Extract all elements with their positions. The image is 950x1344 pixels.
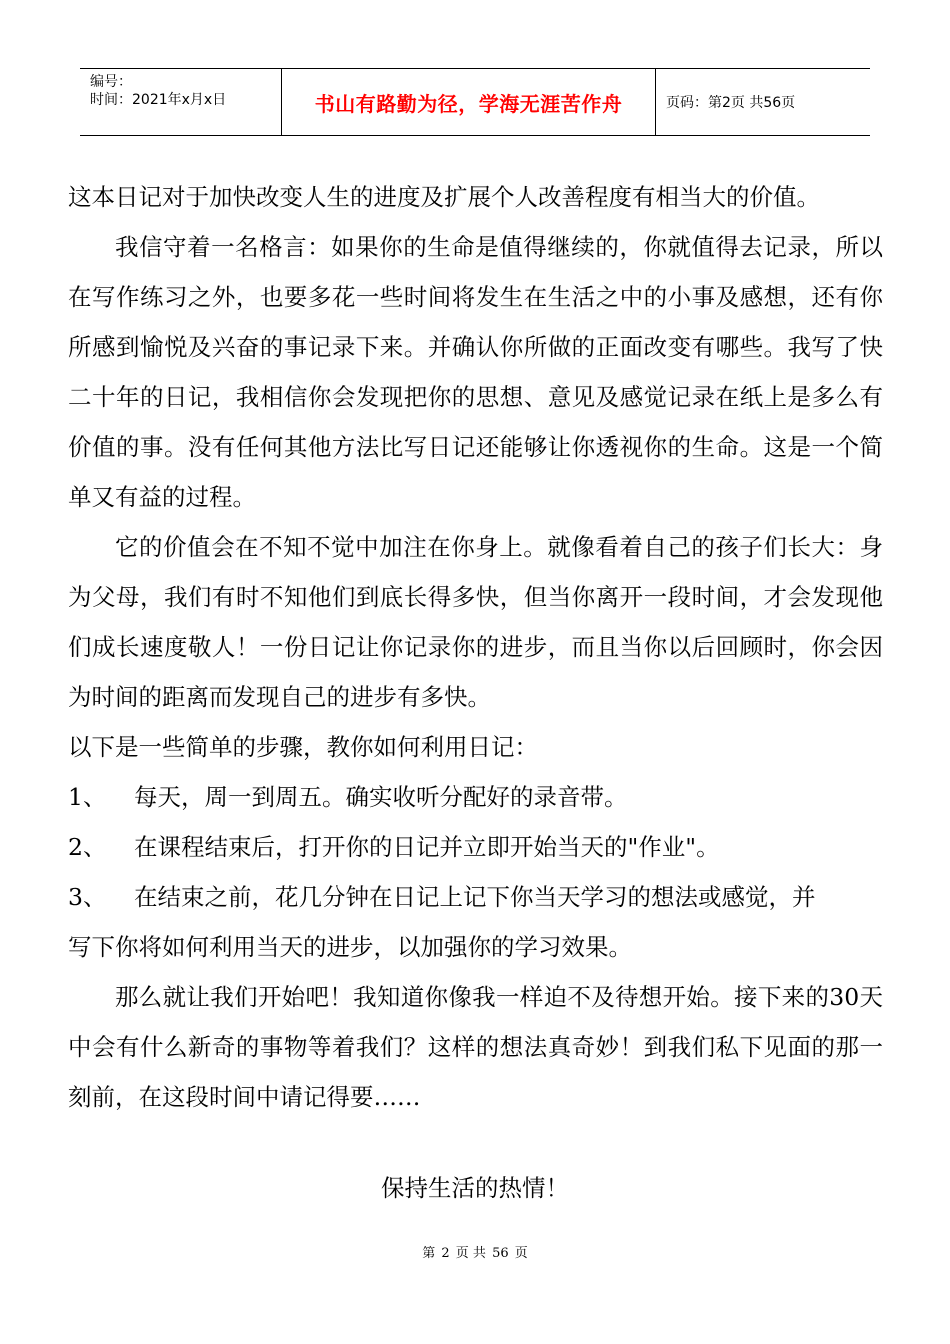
paragraph: 那么就让我们开始吧！我知道你像我一样迫不及待想开始。接下来的30天中会有什么新奇的事物等着我们？这样的想法真奇妙！到我们私下见面的那一刻前，在这段时间中请记得要…… xyxy=(68,983,883,1111)
list-text-continued: 写下你将如何利用当天的进步，以加强你的学习效果。 xyxy=(68,933,632,961)
paragraph: 这本日记对于加快改变人生的进度及扩展个人改善程度有相当大的价值。 xyxy=(68,183,820,211)
list-number: 3、 xyxy=(68,883,107,911)
closing-line: 保持生活的热情！ xyxy=(381,1174,569,1202)
list-number: 1、 xyxy=(68,783,107,811)
footer-suffix: 页 xyxy=(514,1246,528,1261)
body-text xyxy=(68,172,883,1122)
footer-prefix: 第 xyxy=(422,1246,436,1261)
page-footer xyxy=(0,1244,950,1264)
paragraph: 它的价值会在不知不觉中加注在你身上。就像看着自己的孩子们长大：身为父母，我们有时不知他们到底长得多快，但当你离开一段时间，才会发现他们成长速度敬人！一份日记让你记录你的进步，而且当你以后回顾时，你会因为时间的距离而发现自己的进步有多快。 xyxy=(68,533,883,711)
footer-total-pages: 56 xyxy=(492,1246,509,1261)
list-item xyxy=(68,772,883,822)
header-motto: 书山有路勤为径，学海无涯苦作舟 xyxy=(282,69,656,135)
paragraph: 我信守着一名格言：如果你的生命是值得继续的，你就值得去记录，所以在写作练习之外，也要多花一些时间将发生在生活之中的小事及感想，还有你所感到愉悦及兴奋的事记录下来。并确认你所做的正面改变有哪些。我写了快二十年的日记，我相信你会发现把你的思想、意见及感觉记录在纸上是多么有价值的事。没有任何其他方法比写日记还能够让你透视你的生命。这是一个简单又有益的过程。 xyxy=(68,233,883,511)
footer-current-page: 2 xyxy=(441,1246,450,1261)
paragraph: 以下是一些简单的步骤，教你如何利用日记： xyxy=(68,733,538,761)
list-text: 每天，周一到周五。确实收听分配好的录音带。 xyxy=(134,783,628,811)
list-item xyxy=(68,822,883,872)
number-label: 编号： xyxy=(90,74,132,90)
page-header xyxy=(80,68,870,136)
list-item xyxy=(68,872,883,922)
list-number: 2、 xyxy=(68,833,107,861)
list-text: 在课程结束后，打开你的日记并立即开始当天的"作业"。 xyxy=(134,833,720,861)
header-page-info: 页码：第2页 共56页 xyxy=(666,95,796,111)
time-label: 时间：2021年x月x日 xyxy=(90,92,227,108)
header-meta xyxy=(80,69,282,135)
footer-mid: 页 共 xyxy=(455,1246,486,1261)
list-text: 在结束之前，花几分钟在日记上记下你当天学习的想法或感觉，并 xyxy=(134,883,816,911)
